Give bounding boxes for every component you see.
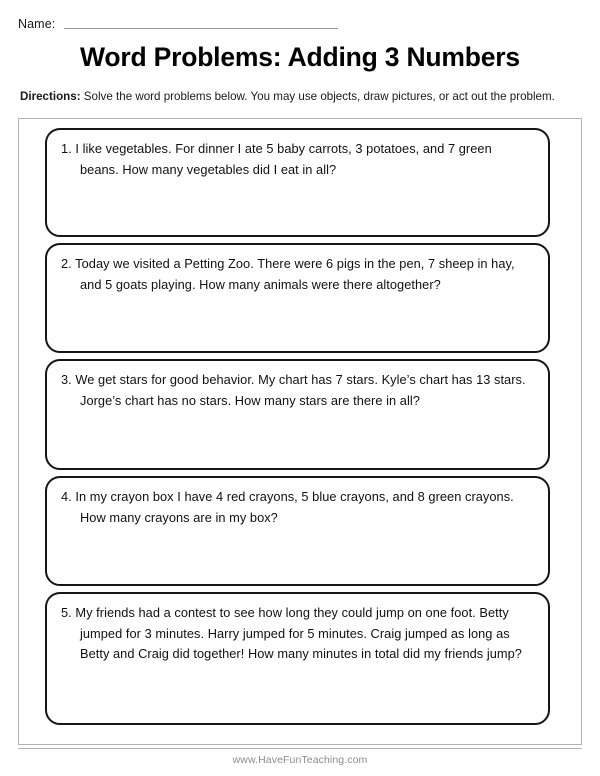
name-row [18,12,338,32]
problem-box[interactable] [45,476,550,586]
problem-statement: I like vegetables. For dinner I ate 5 baby carrots, 3 potatoes, and 7 green beans. How many vegetables did I eat in all? [75,141,492,177]
problem-box[interactable] [45,243,550,353]
problem-box[interactable] [45,128,550,237]
problem-number: 4. [61,489,72,504]
problem-text [61,254,532,295]
problem-number: 3. [61,372,72,387]
problem-list [45,128,550,731]
problem-text [61,487,532,528]
footer-divider [18,748,582,749]
problem-text [61,603,532,665]
problem-text [61,139,532,180]
problem-statement: In my crayon box I have 4 red crayons, 5 blue crayons, and 8 green crayons. How many crayons are in my box? [75,489,514,525]
directions [20,89,586,104]
problem-number: 1. [61,141,72,156]
directions-text: Solve the word problems below. You may use objects, draw pictures, or act out the problem. [83,90,555,103]
problem-statement: Today we visited a Petting Zoo. There were 6 pigs in the pen, 7 sheep in hay, and 5 goats playing. How many animals were there altogether? [75,256,515,292]
problem-statement: We get stars for good behavior. My chart has 7 stars. Kyle’s chart has 13 stars. Jorge’s chart has no stars. How many stars are there in all? [75,372,526,408]
name-label: Name: [18,17,56,31]
problem-text [61,370,532,411]
directions-label: Directions: [20,90,81,103]
page-title: Word Problems: Adding 3 Numbers [80,42,520,72]
problem-statement: My friends had a contest to see how long they could jump on one foot. Betty jumped for 3 minutes. Harry jumped for 5 minutes. Craig jumped as long as Betty and Craig did together! How many minutes in total did my friends jump? [75,605,522,661]
problem-box[interactable] [45,592,550,725]
problem-number: 5. [61,605,72,620]
name-write-in-line[interactable] [64,28,338,29]
problem-number: 2. [61,256,72,271]
problem-box[interactable] [45,359,550,470]
footer-website: www.HaveFunTeaching.com [232,754,368,766]
